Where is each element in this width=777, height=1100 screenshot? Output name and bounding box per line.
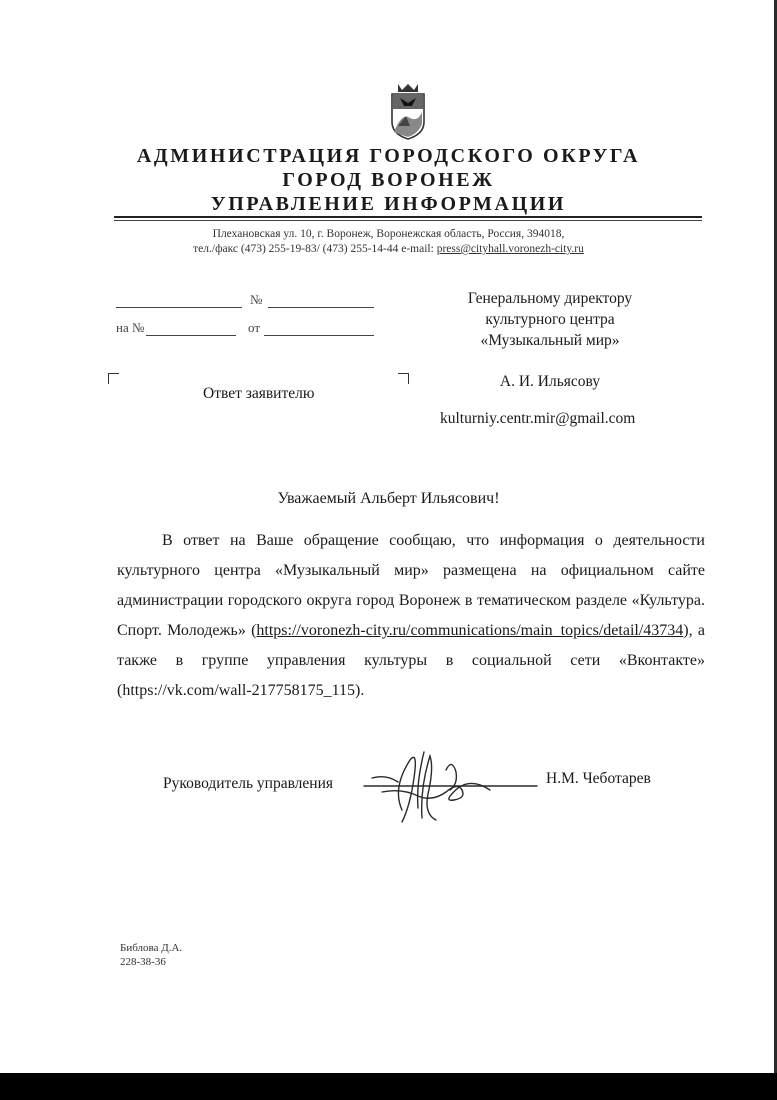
coat-of-arms-icon bbox=[388, 82, 428, 140]
number-label: № bbox=[250, 292, 263, 307]
addressee-name: А. И. Ильясову bbox=[499, 373, 601, 390]
reply-number-line bbox=[146, 335, 236, 336]
corner-mark-left bbox=[108, 373, 119, 384]
scan-bottom-border bbox=[0, 1073, 777, 1100]
header-line-1: АДМИНИСТРАЦИЯ ГОРОДСКОГО ОКРУГА bbox=[136, 145, 641, 167]
reply-number-label: на № bbox=[116, 320, 145, 335]
header-rule-thin bbox=[114, 220, 702, 221]
signatory-position: Руководитель управления bbox=[163, 775, 334, 792]
corner-mark-right bbox=[398, 373, 409, 384]
body-text-end: ), а также в группе управления культуры в социальной сети «Вконтакте» (https://vk.com/wall-217758175_115). bbox=[117, 622, 705, 699]
from-line bbox=[264, 335, 374, 336]
addressee-line-2: культурного центра bbox=[485, 311, 615, 328]
date-line bbox=[116, 307, 242, 308]
subject: Ответ заявителю bbox=[203, 385, 315, 402]
addressee-email: kulturniy.centr.mir@gmail.com bbox=[440, 410, 636, 427]
executor-phone: 228-38-36 bbox=[120, 956, 166, 968]
culture-section-link[interactable]: https://voronezh-city.ru/communications/main_topics/detail/43734 bbox=[256, 622, 684, 639]
greeting: Уважаемый Альберт Ильясович! bbox=[277, 490, 500, 507]
header-line-3: УПРАВЛЕНИЕ ИНФОРМАЦИИ bbox=[210, 193, 567, 215]
header-rule bbox=[114, 216, 702, 218]
address-line: Плехановская ул. 10, г. Воронеж, Воронежская область, Россия, 394018, bbox=[212, 228, 565, 240]
contacts-line bbox=[0, 242, 777, 257]
letter-body bbox=[117, 526, 705, 706]
executor-name: Библова Д.А. bbox=[120, 942, 183, 954]
signatory-name: Н.М. Чеботарев bbox=[546, 770, 651, 787]
email-link[interactable]: press@cityhall.voronezh-city.ru bbox=[436, 243, 584, 255]
addressee-line-3: «Музыкальный мир» bbox=[480, 332, 620, 349]
number-line bbox=[268, 307, 374, 308]
handwritten-signature bbox=[362, 748, 542, 828]
header-line-2: ГОРОД ВОРОНЕЖ bbox=[282, 169, 495, 191]
from-label: от bbox=[248, 320, 261, 335]
addressee-block bbox=[430, 288, 670, 351]
addressee-line-1: Генеральному директору bbox=[467, 290, 633, 307]
phone-text: тел./факс (473) 255-19-83/ (473) 255-14-44 e-mail: bbox=[193, 243, 437, 255]
body-text-start: В ответ на Ваше обращение сообщаю, что информация о деятельности культурного центра «Музыкальный мир» размещена на официальном сайте администрации городского округа город Воронеж в тематическом разделе «Культура. Спорт. Молодежь» ( bbox=[117, 532, 705, 639]
